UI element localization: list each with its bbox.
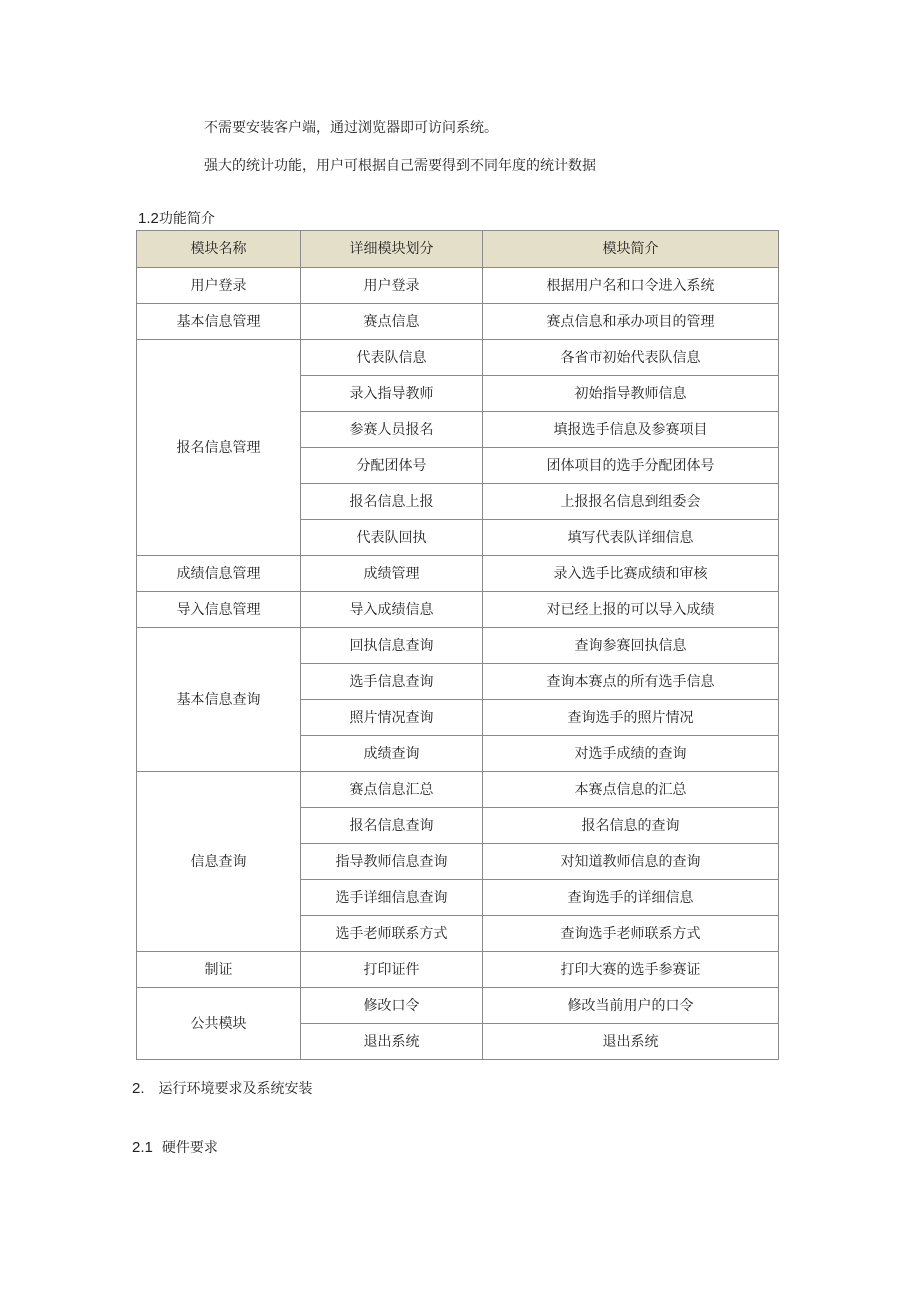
- sub-module-cell: 打印证件: [301, 952, 483, 988]
- module-name-cell: 用户登录: [137, 268, 301, 304]
- section-heading-2-1: [132, 1138, 218, 1158]
- sub-module-cell: 报名信息上报: [301, 484, 483, 520]
- sub-module-cell: 成绩管理: [301, 556, 483, 592]
- sub-module-cell: 指导教师信息查询: [301, 844, 483, 880]
- module-table: [136, 230, 779, 1060]
- section-number: 2.: [132, 1080, 145, 1097]
- description-cell: 赛点信息和承办项目的管理: [483, 304, 779, 340]
- sub-module-cell: 成绩查询: [301, 736, 483, 772]
- description-cell: 各省市初始代表队信息: [483, 340, 779, 376]
- description-cell: 填写代表队详细信息: [483, 520, 779, 556]
- intro-line-1: 不需要安装客户端，通过浏览器即可访问系统。: [204, 120, 498, 136]
- header-module-name: 模块名称: [137, 231, 301, 268]
- header-sub-module: 详细模块划分: [301, 231, 483, 268]
- description-cell: 修改当前用户的口令: [483, 988, 779, 1024]
- description-cell: 团体项目的选手分配团体号: [483, 448, 779, 484]
- module-name-cell: 信息查询: [137, 772, 301, 952]
- sub-module-cell: 赛点信息: [301, 304, 483, 340]
- description-cell: 查询选手的照片情况: [483, 700, 779, 736]
- description-cell: 退出系统: [483, 1024, 779, 1060]
- description-cell: 上报报名信息到组委会: [483, 484, 779, 520]
- sub-module-cell: 录入指导教师: [301, 376, 483, 412]
- module-name-cell: 导入信息管理: [137, 592, 301, 628]
- description-cell: 查询选手老师联系方式: [483, 916, 779, 952]
- sub-module-cell: 选手老师联系方式: [301, 916, 483, 952]
- header-description: 模块简介: [483, 231, 779, 268]
- description-cell: 本赛点信息的汇总: [483, 772, 779, 808]
- sub-module-cell: 报名信息查询: [301, 808, 483, 844]
- table-row: [137, 952, 779, 988]
- description-cell: 根据用户名和口令进入系统: [483, 268, 779, 304]
- module-name-cell: 基本信息管理: [137, 304, 301, 340]
- sub-module-cell: 代表队回执: [301, 520, 483, 556]
- module-name-cell: 制证: [137, 952, 301, 988]
- module-name-cell: 基本信息查询: [137, 628, 301, 772]
- description-cell: 打印大赛的选手参赛证: [483, 952, 779, 988]
- description-cell: 对已经上报的可以导入成绩: [483, 592, 779, 628]
- section-title: 功能简介: [158, 211, 215, 227]
- section-title: 硬件要求: [161, 1140, 218, 1156]
- description-cell: 录入选手比赛成绩和审核: [483, 556, 779, 592]
- sub-module-cell: 退出系统: [301, 1024, 483, 1060]
- table-header-row: [137, 231, 779, 268]
- table-row: [137, 556, 779, 592]
- description-cell: 对知道教师信息的查询: [483, 844, 779, 880]
- table-row: [137, 268, 779, 304]
- section-number: 1.2: [138, 210, 159, 227]
- description-cell: 查询本赛点的所有选手信息: [483, 664, 779, 700]
- description-cell: 查询选手的详细信息: [483, 880, 779, 916]
- sub-module-cell: 赛点信息汇总: [301, 772, 483, 808]
- description-cell: 初始指导教师信息: [483, 376, 779, 412]
- sub-module-cell: 修改口令: [301, 988, 483, 1024]
- intro-line-2: 强大的统计功能，用户可根据自己需要得到不同年度的统计数据: [204, 158, 596, 174]
- table-row: [137, 340, 779, 376]
- section-title: 运行环境要求及系统安装: [158, 1081, 313, 1097]
- sub-module-cell: 回执信息查询: [301, 628, 483, 664]
- module-name-cell: 报名信息管理: [137, 340, 301, 556]
- description-cell: 报名信息的查询: [483, 808, 779, 844]
- sub-module-cell: 用户登录: [301, 268, 483, 304]
- sub-module-cell: 选手详细信息查询: [301, 880, 483, 916]
- table-row: [137, 628, 779, 664]
- sub-module-cell: 参赛人员报名: [301, 412, 483, 448]
- table-row: [137, 592, 779, 628]
- sub-module-cell: 分配团体号: [301, 448, 483, 484]
- section-heading-1-2: [138, 209, 215, 229]
- sub-module-cell: 照片情况查询: [301, 700, 483, 736]
- table-row: [137, 304, 779, 340]
- table-row: [137, 988, 779, 1024]
- module-name-cell: 公共模块: [137, 988, 301, 1060]
- sub-module-cell: 选手信息查询: [301, 664, 483, 700]
- description-cell: 对选手成绩的查询: [483, 736, 779, 772]
- sub-module-cell: 代表队信息: [301, 340, 483, 376]
- description-cell: 填报选手信息及参赛项目: [483, 412, 779, 448]
- section-heading-2: [132, 1079, 313, 1099]
- sub-module-cell: 导入成绩信息: [301, 592, 483, 628]
- section-number: 2.1: [132, 1139, 153, 1156]
- table-row: [137, 772, 779, 808]
- description-cell: 查询参赛回执信息: [483, 628, 779, 664]
- module-name-cell: 成绩信息管理: [137, 556, 301, 592]
